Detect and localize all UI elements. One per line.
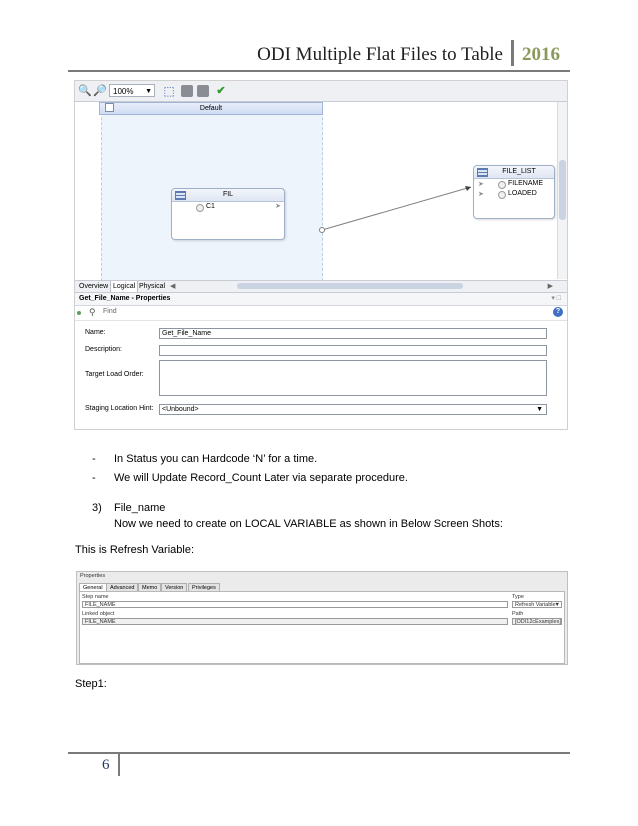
source-entity-fil[interactable] bbox=[171, 188, 285, 240]
tab-privileges[interactable]: Privileges bbox=[188, 583, 220, 593]
attribute-row[interactable]: ➤ FILENAME bbox=[478, 180, 544, 188]
step-description: Now we need to create on LOCAL VARIABLE as shown in Below Screen Shots: bbox=[114, 518, 503, 530]
footer-rule bbox=[68, 752, 570, 754]
scroll-left-icon[interactable]: ◀ bbox=[170, 283, 176, 290]
document-title: ODI Multiple Flat Files to Table bbox=[257, 44, 503, 65]
attribute-icon bbox=[196, 204, 204, 212]
step-title: File_name bbox=[114, 502, 166, 514]
arrow-right-icon: ➤ bbox=[478, 191, 484, 198]
step-name-field[interactable]: FILE_NAME bbox=[82, 601, 508, 608]
status-dot-icon bbox=[77, 311, 81, 315]
mapping-canvas[interactable] bbox=[75, 102, 557, 279]
step-number: 3) bbox=[92, 502, 102, 514]
bullet-text: We will Update Record_Count Later via separate procedure. bbox=[114, 472, 408, 484]
type-label: Type bbox=[512, 594, 524, 600]
attribute-icon bbox=[498, 191, 506, 199]
arrange-icon[interactable] bbox=[197, 85, 209, 97]
zoom-out-icon[interactable]: 🔎 bbox=[93, 85, 107, 97]
refresh-variable-label: This is Refresh Variable: bbox=[75, 544, 195, 556]
general-panel bbox=[79, 591, 565, 664]
tab-overview[interactable]: Overview bbox=[79, 283, 109, 290]
chevron-down-icon: ▼ bbox=[536, 406, 543, 413]
frame-title: Default bbox=[99, 102, 323, 115]
zoom-in-icon[interactable]: 🔍 bbox=[78, 85, 92, 97]
description-field[interactable] bbox=[159, 345, 547, 356]
page-header bbox=[257, 40, 560, 66]
fit-to-window-icon[interactable]: ⬚ bbox=[163, 84, 175, 98]
help-icon[interactable]: ? bbox=[553, 307, 563, 317]
properties-title: Get_File_Name - Properties ▾ □ bbox=[75, 293, 567, 306]
type-select[interactable]: Refresh Variable ▼ bbox=[512, 601, 562, 608]
find-input[interactable]: Find bbox=[103, 308, 117, 315]
attribute-row[interactable]: ➤ LOADED bbox=[478, 190, 537, 198]
validate-check-icon[interactable]: ✔ bbox=[216, 85, 226, 97]
properties-title: Properties bbox=[80, 573, 106, 579]
search-icon: ⚲ bbox=[89, 307, 96, 317]
footer-divider bbox=[118, 754, 120, 776]
chevron-down-icon: ▼ bbox=[145, 88, 152, 95]
zoom-select[interactable] bbox=[109, 84, 155, 97]
mapping-editor-screenshot bbox=[74, 80, 568, 430]
zoom-value: 100% bbox=[113, 87, 134, 96]
editor-toolbar bbox=[75, 81, 567, 102]
vertical-scrollbar[interactable] bbox=[557, 102, 567, 279]
staging-location-value: <Unbound> bbox=[162, 406, 199, 413]
editor-tabs bbox=[75, 280, 567, 293]
tab-memo[interactable]: Memo bbox=[138, 583, 161, 593]
arrow-right-icon: ➤ bbox=[478, 181, 484, 188]
entity-title: FIL bbox=[172, 189, 284, 202]
tab-advanced[interactable]: Advanced bbox=[106, 583, 138, 593]
target-load-order-label: Target Load Order: bbox=[85, 371, 144, 378]
step1-label: Step1: bbox=[75, 678, 107, 690]
arrow-right-icon: ➤ bbox=[275, 203, 281, 210]
linked-object-field: FILE_NAME bbox=[82, 618, 508, 625]
entity-title: FILE_LIST bbox=[474, 166, 554, 179]
variable-properties-screenshot bbox=[76, 571, 568, 665]
attribute-row[interactable]: C1 ➤ bbox=[172, 202, 284, 212]
staging-location-hint-select[interactable] bbox=[159, 404, 547, 415]
name-field[interactable]: Get_File_Name bbox=[159, 328, 547, 339]
table-icon bbox=[477, 168, 488, 177]
name-label: Name: bbox=[85, 329, 106, 336]
tab-logical[interactable]: Logical bbox=[110, 281, 138, 292]
path-label: Path bbox=[512, 611, 524, 617]
horizontal-scrollbar-thumb[interactable] bbox=[237, 283, 463, 289]
target-load-order-field[interactable] bbox=[159, 360, 547, 396]
layout-icon[interactable] bbox=[181, 85, 193, 97]
scroll-right-icon[interactable]: ▶ bbox=[547, 283, 553, 290]
bullet-text: In Status you can Hardcode ‘N’ for a time. bbox=[114, 453, 318, 465]
find-bar bbox=[75, 306, 567, 321]
tab-version[interactable]: Version bbox=[161, 583, 187, 593]
document-year: 2016 bbox=[522, 44, 560, 65]
chevron-down-icon: ▼ bbox=[554, 602, 560, 608]
linked-object-label: Linked object bbox=[82, 611, 115, 617]
panel-controls-icon[interactable]: ▾ □ bbox=[551, 295, 561, 302]
table-icon bbox=[175, 191, 186, 200]
attribute-icon bbox=[498, 181, 506, 189]
description-label: Description: bbox=[85, 346, 122, 353]
target-entity-file-list[interactable] bbox=[473, 165, 555, 219]
step-name-label: Step name bbox=[82, 594, 109, 600]
staging-location-hint-label: Staging Location Hint: bbox=[85, 405, 154, 412]
path-field: [ODI12cExamples] bbox=[512, 618, 562, 625]
scrollbar-thumb[interactable] bbox=[559, 160, 566, 220]
tab-physical[interactable]: Physical bbox=[139, 283, 166, 290]
page-number: 6 bbox=[102, 757, 110, 773]
tab-general[interactable]: General bbox=[79, 583, 107, 593]
header-rule bbox=[68, 70, 570, 72]
properties-panel bbox=[75, 293, 567, 429]
